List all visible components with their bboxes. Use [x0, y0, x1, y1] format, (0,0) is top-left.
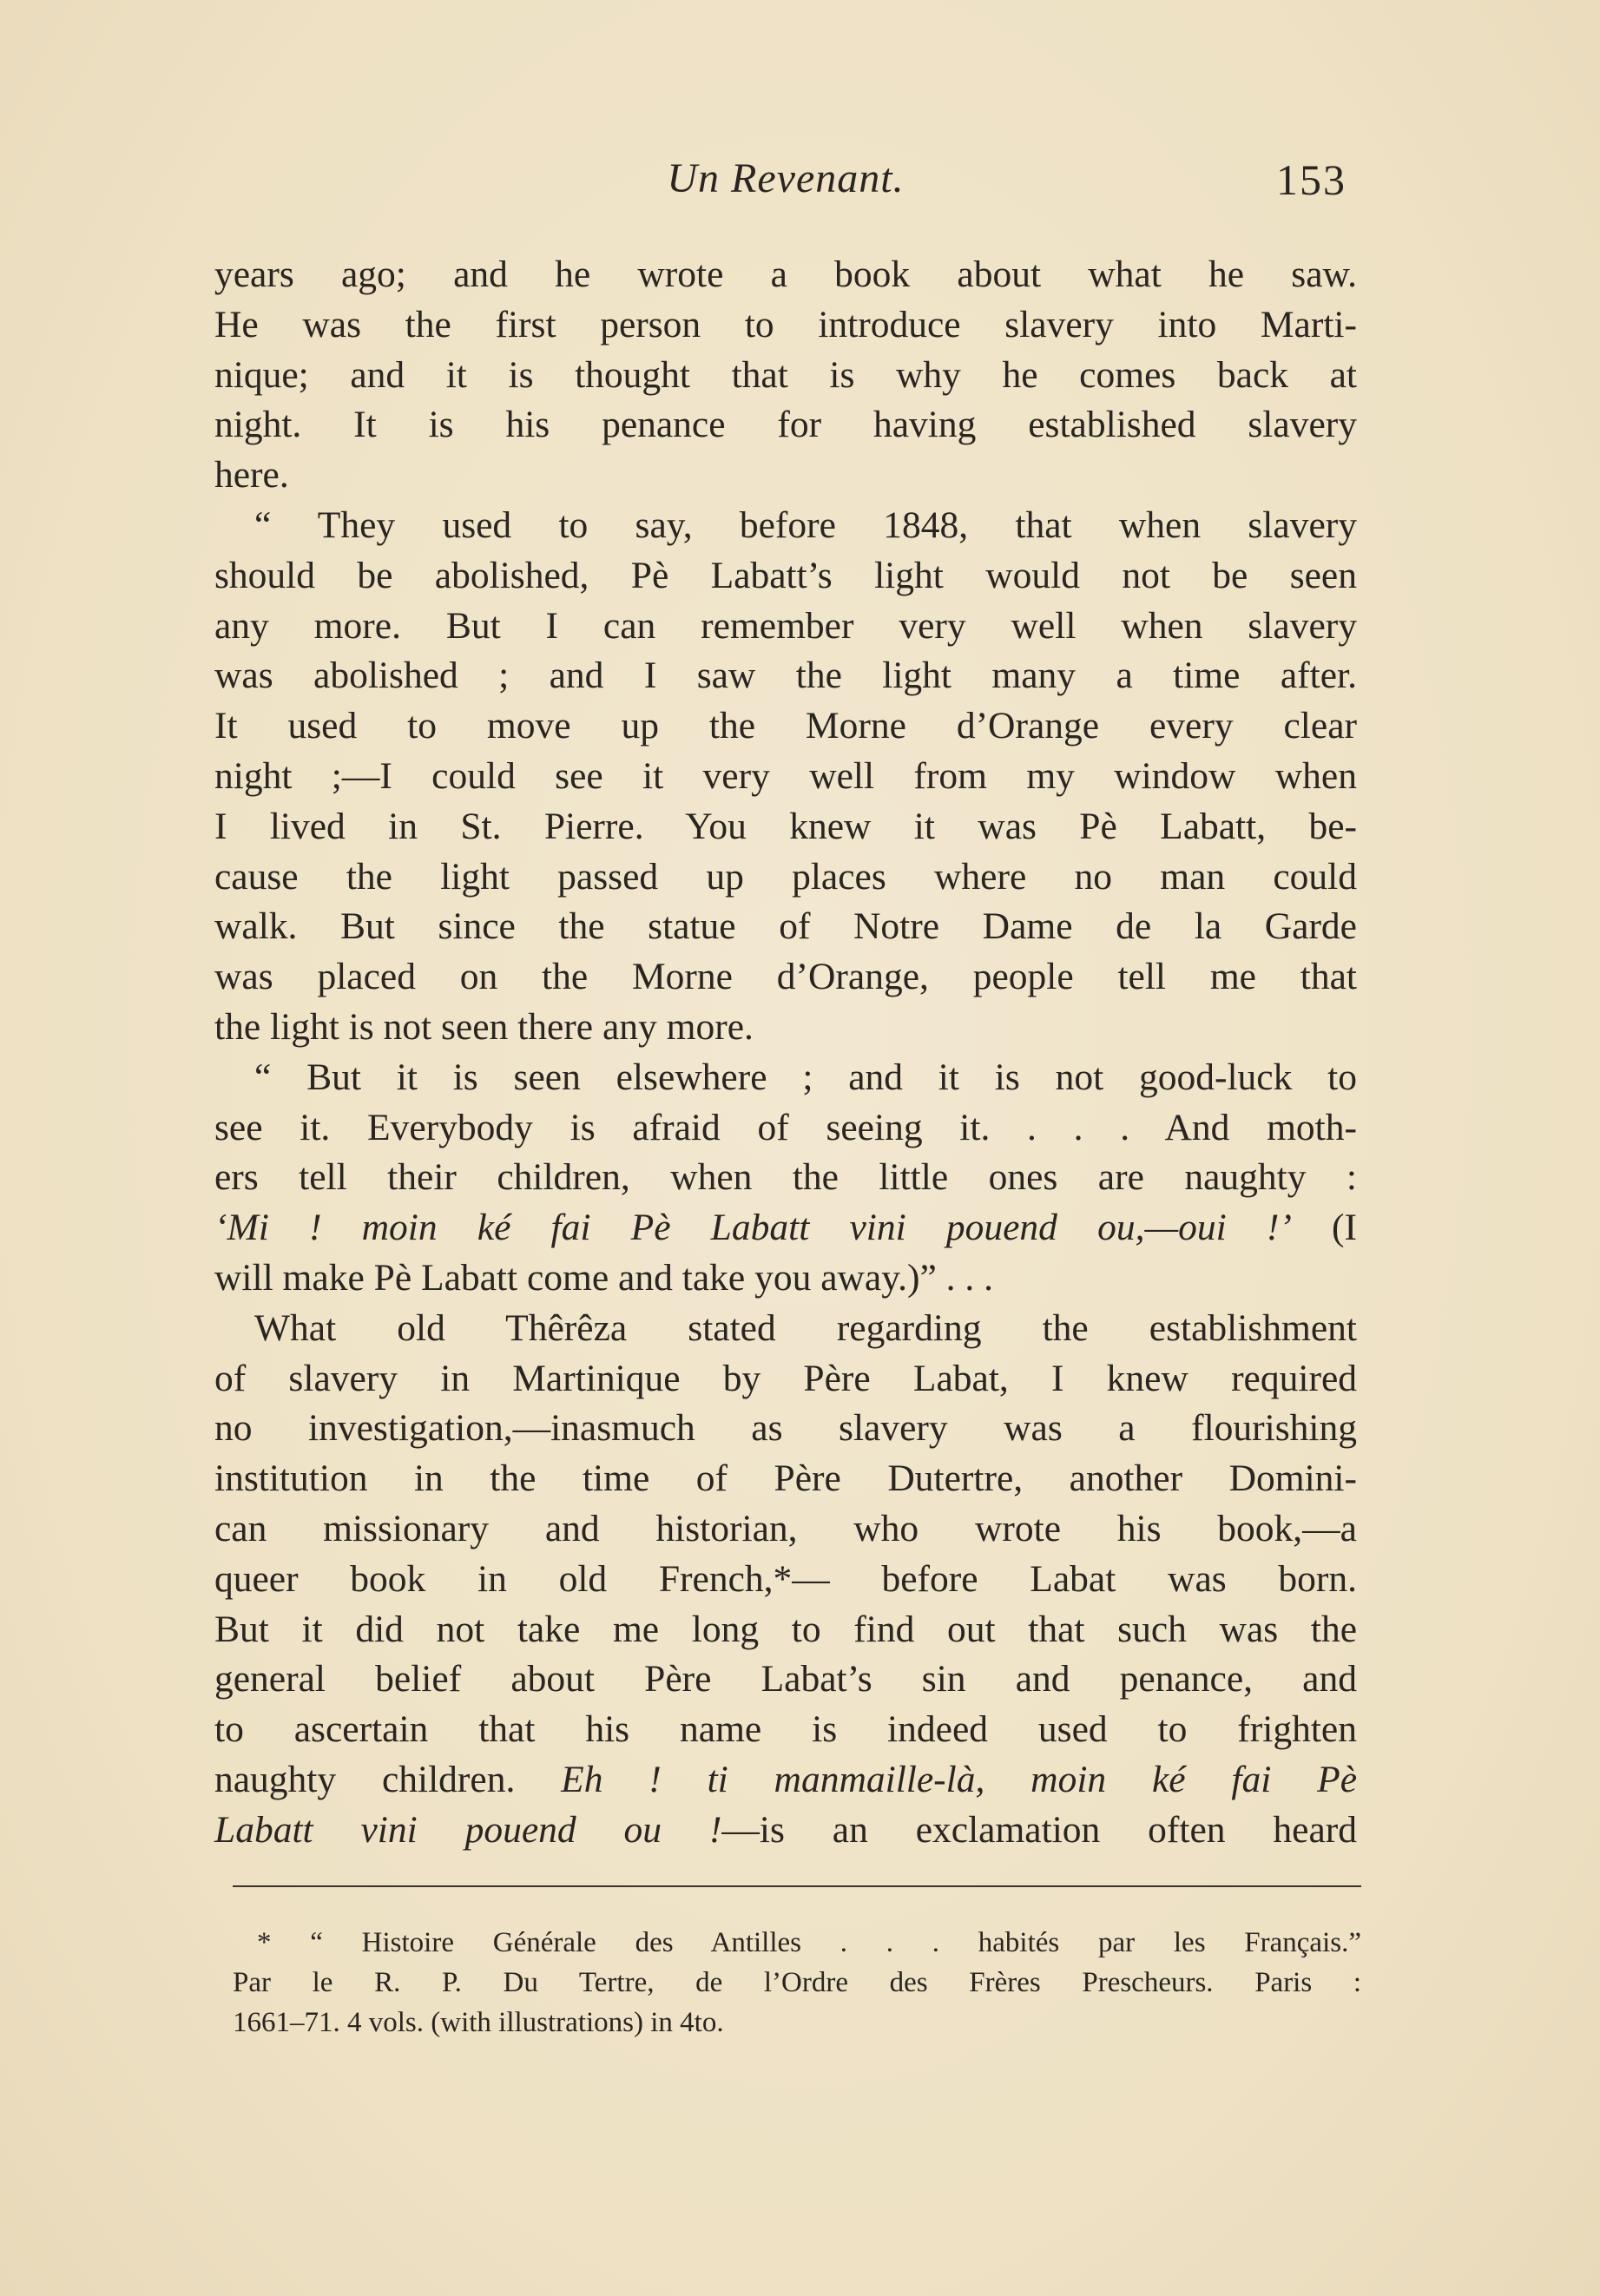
text-line: night. It is his penance for having established slavery: [214, 404, 1357, 446]
footnote-line: 1661–71. 4 vols. (with illustrations) in 4to.: [233, 2007, 724, 2038]
footnote-divider: [233, 1885, 1361, 1887]
text-line: What old Thêrêza stated regarding the establishment: [254, 1306, 1357, 1349]
text-line: was placed on the Morne d’Orange, people tell me that: [214, 956, 1357, 998]
text-line: should be abolished, Pè Labatt’s light would not be seen: [214, 554, 1357, 596]
text-line: [214, 1755, 1357, 1806]
text-line: queer book in old French,*— before Labat was born.: [214, 1557, 1357, 1600]
text-line: institution in the time of Père Dutertre, another Domini-: [214, 1457, 1357, 1500]
text-line: [214, 1806, 1357, 1856]
text-fragment: (I: [1291, 1207, 1357, 1249]
creole-quote: ‘Mi ! moin ké fai Pè Labatt vini pouend ou,—oui !’: [214, 1207, 1292, 1249]
text-line: I lived in St. Pierre. You knew it was Pè Labatt, be-: [214, 805, 1357, 847]
footnote-line: * “ Histoire Générale des Antilles . . . habités par les Français.”: [257, 1927, 1361, 1958]
text-line: see it. Everybody is afraid of seeing it. . . . And moth-: [214, 1106, 1357, 1148]
text-line: “ But it is seen elsewhere ; and it is not good-luck to: [254, 1056, 1357, 1098]
creole-quote: Labatt vini pouend ou !: [214, 1808, 722, 1851]
text-line: years ago; and he wrote a book about what he saw.: [214, 253, 1357, 295]
creole-quote: Eh ! ti manmaille-là, moin ké fai Pè: [561, 1758, 1358, 1800]
text-line: night ;—I could see it very well from my window when: [214, 754, 1357, 797]
text-line: general belief about Père Labat’s sin and penance, and: [214, 1658, 1357, 1701]
text-line: of slavery in Martinique by Père Labat, I knew required: [214, 1357, 1357, 1399]
text-fragment: —is an exclamation often heard: [721, 1808, 1358, 1851]
text-line: But it did not take me long to find out that such was the: [214, 1608, 1357, 1650]
text-line: the light is not seen there any more.: [214, 1005, 754, 1048]
text-line: cause the light passed up places where no man could: [214, 855, 1357, 898]
text-line: ers tell their children, when the little ones are naughty :: [214, 1156, 1357, 1199]
page-header: [214, 155, 1357, 215]
text-line: “ They used to say, before 1848, that when slavery: [254, 503, 1357, 546]
text-line: no investigation,—inasmuch as slavery was a flourishing: [214, 1407, 1357, 1450]
text-fragment: naughty children.: [214, 1758, 562, 1800]
text-line: He was the first person to introduce slavery into Marti-: [214, 303, 1357, 345]
page-number: 153: [1276, 155, 1347, 204]
footnote: [233, 1923, 1361, 2043]
text-line: to ascertain that his name is indeed used to frighten: [214, 1708, 1357, 1751]
text-line: It used to move up the Morne d’Orange every clear: [214, 705, 1357, 747]
text-line: here.: [214, 454, 289, 497]
footnote-line: Par le R. P. Du Tertre, de l’Ordre des Frères Prescheurs. Paris :: [233, 1967, 1361, 1998]
text-line: walk. But since the statue of Notre Dame de la Garde: [214, 905, 1357, 948]
body-text: [214, 250, 1357, 1856]
text-line: nique; and it is thought that is why he comes back at: [214, 353, 1357, 396]
text-line: [214, 1203, 1357, 1253]
text-line: was abolished ; and I saw the light many a time after.: [214, 655, 1357, 697]
text-line: will make Pè Labatt come and take you away.)” . . .: [214, 1256, 994, 1299]
text-line: any more. But I can remember very well when slavery: [214, 604, 1357, 647]
running-title: Un Revenant.: [667, 155, 905, 201]
text-line: can missionary and historian, who wrote his book,—a: [214, 1507, 1357, 1549]
